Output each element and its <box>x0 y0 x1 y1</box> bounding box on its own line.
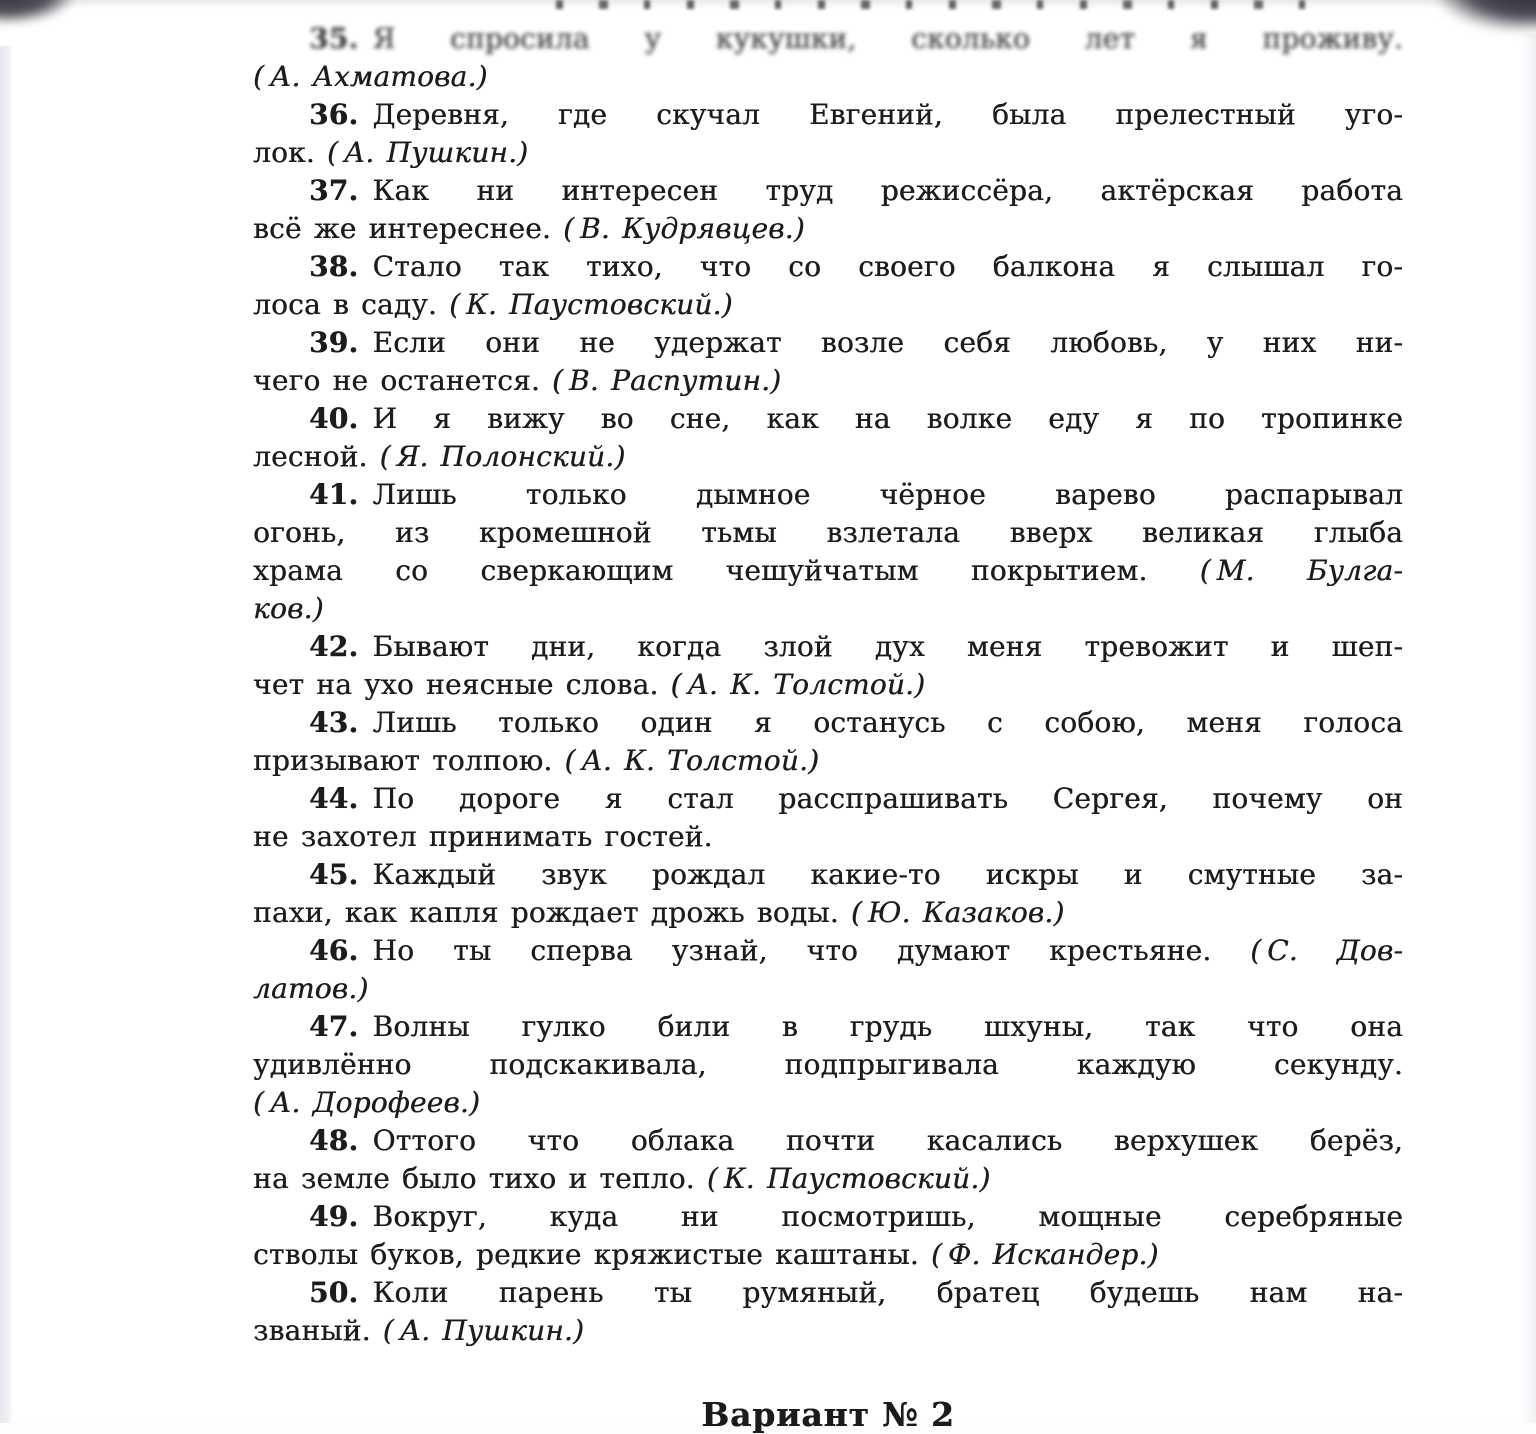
sentence-line <box>253 476 1403 514</box>
sentence-line <box>253 96 1403 134</box>
author-attribution: ( А. Дорофеев.) <box>253 1086 480 1119</box>
sentence-text: Я спросила у кукушки, сколько лет я проживу. <box>358 22 1403 55</box>
author-attribution: ( В. Распутин.) <box>552 364 781 397</box>
sentence-text: чет на ухо неясные слова. <box>253 668 671 701</box>
author-attribution: ( А. Пушкин.) <box>327 136 528 169</box>
sentence-item <box>253 172 1403 248</box>
sentence-item <box>253 704 1403 780</box>
sentence-number: 47. <box>309 1010 358 1043</box>
sentence-line <box>253 1274 1403 1312</box>
sentence-number: 39. <box>309 326 358 359</box>
sentence-item <box>253 324 1403 400</box>
variant-heading: Вариант № 2 <box>253 1395 1403 1434</box>
sentence-text: Лишь только один я останусь с собою, меня голоса <box>358 706 1403 739</box>
sentence-text: Как ни интересен труд режиссёра, актёрская работа <box>358 174 1403 207</box>
sentence-text: всё же интереснее. <box>253 212 563 245</box>
sentence-text: Оттого что облака почти касались верхушек берёз, <box>358 1124 1403 1157</box>
sentence-line <box>253 324 1403 362</box>
sentence-line <box>253 362 1403 400</box>
sentence-text: званый. <box>253 1314 383 1347</box>
author-attribution: ( Ю. Казаков.) <box>851 896 1065 929</box>
sentence-line <box>253 1008 1403 1046</box>
sentence-text: на земле было тихо и тепло. <box>253 1162 707 1195</box>
sentence-item <box>253 1122 1403 1198</box>
sentence-item <box>253 248 1403 324</box>
author-attribution: ков.) <box>253 592 324 625</box>
sentence-number: 49. <box>309 1200 358 1233</box>
sentence-line <box>253 742 1403 780</box>
sentence-line <box>253 134 1403 172</box>
sentence-line <box>253 628 1403 666</box>
author-attribution: ( С. Дов- <box>1250 934 1403 967</box>
sentence-item <box>253 1274 1403 1350</box>
author-attribution: ( К. Паустовский.) <box>707 1162 991 1195</box>
sentence-text: Волны гулко били в грудь шхуны, так что она <box>358 1010 1403 1043</box>
sentence-line <box>253 514 1403 552</box>
sentence-text: Деревня, где скучал Евгений, была прелестный уго- <box>358 98 1403 131</box>
sentence-line <box>253 894 1403 932</box>
sentence-line <box>253 1084 1403 1122</box>
sentence-line <box>253 780 1403 818</box>
sentence-text: Стало так тихо, что со своего балкона я слышал го- <box>358 250 1403 283</box>
sentence-line <box>253 590 1403 628</box>
sentence-text: огонь, из кромешной тьмы взлетала вверх великая глыба <box>253 516 1403 549</box>
sentence-text: лесной. <box>253 440 380 473</box>
sentence-line <box>253 20 1403 58</box>
author-attribution: ( В. Кудрявцев.) <box>563 212 805 245</box>
sentence-number: 37. <box>309 174 358 207</box>
sentence-item <box>253 932 1403 1008</box>
sentence-item <box>253 628 1403 704</box>
author-attribution: ( А. К. Толстой.) <box>564 744 819 777</box>
author-attribution: ( Ф. Искандер.) <box>931 1238 1159 1271</box>
sentence-number: 50. <box>309 1276 358 1309</box>
author-attribution: ( А. Пушкин.) <box>383 1314 584 1347</box>
author-attribution: ( А. Ахматова.) <box>253 60 488 93</box>
sentence-text: И я вижу во сне, как на волке еду я по тропинке <box>358 402 1403 435</box>
sentence-text: По дороге я стал расспрашивать Сергея, почему он <box>358 782 1403 815</box>
sentence-line <box>253 818 1403 856</box>
scan-smudge-top-left <box>0 0 76 24</box>
page-left-edge <box>0 46 13 1423</box>
sentence-line <box>253 172 1403 210</box>
cropped-text-remnant <box>556 0 1314 9</box>
sentence-number: 36. <box>309 98 358 131</box>
sentence-line <box>253 856 1403 894</box>
sentence-item <box>253 400 1403 476</box>
sentence-text: лок. <box>253 136 327 169</box>
author-attribution: ( Я. Полонский.) <box>380 440 626 473</box>
sentence-item <box>253 476 1403 628</box>
sentence-line <box>253 1160 1403 1198</box>
sentence-text: храма со сверкающим чешуйчатым покрытием. <box>253 554 1200 587</box>
sentence-text: Но ты сперва узнай, что думают крестьяне. <box>358 934 1250 967</box>
sentence-text: призывают толпою. <box>253 744 564 777</box>
scan-smudge-top-right <box>1438 0 1536 30</box>
sentence-line <box>253 1122 1403 1160</box>
sentence-item <box>253 1198 1403 1274</box>
sentence-text: Вокруг, куда ни посмотришь, мощные серебряные <box>358 1200 1403 1233</box>
sentence-line <box>253 1236 1403 1274</box>
sentence-number: 41. <box>309 478 358 511</box>
sentence-item <box>253 96 1403 172</box>
sentence-number: 45. <box>309 858 358 891</box>
sentence-line <box>253 248 1403 286</box>
sentence-number: 48. <box>309 1124 358 1157</box>
author-attribution: ( М. Булга- <box>1200 554 1403 587</box>
sentence-line <box>253 1312 1403 1350</box>
sentence-line <box>253 970 1403 1008</box>
author-attribution: латов.) <box>253 972 368 1005</box>
sentence-text: пахи, как капля рождает дрожь воды. <box>253 896 851 929</box>
sentence-text: Лишь только дымное чёрное варево распарывал <box>358 478 1403 511</box>
sentence-number: 35. <box>309 22 358 55</box>
sentence-text: Коли парень ты румяный, братец будешь нам на- <box>358 1276 1403 1309</box>
sentence-item <box>253 20 1403 96</box>
sentence-line <box>253 932 1403 970</box>
page-right-edge <box>1521 34 1536 1423</box>
sentence-line <box>253 704 1403 742</box>
sentence-line <box>253 400 1403 438</box>
sentence-text: Каждый звук рождал какие-то искры и смутные за- <box>358 858 1403 891</box>
sentence-text: лоса в саду. <box>253 288 449 321</box>
sentence-number: 44. <box>309 782 358 815</box>
sentence-text: Если они не удержат возле себя любовь, у них ни- <box>358 326 1403 359</box>
sentence-text: не захотел принимать гостей. <box>253 820 713 853</box>
sentence-line <box>253 666 1403 704</box>
sentence-line <box>253 58 1403 96</box>
exercise-sentence-list <box>253 20 1403 1350</box>
sentence-line <box>253 552 1403 590</box>
sentence-number: 40. <box>309 402 358 435</box>
sentence-text: удивлённо подскакивала, подпрыгивала каждую секунду. <box>253 1048 1403 1081</box>
sentence-line <box>253 286 1403 324</box>
sentence-number: 46. <box>309 934 358 967</box>
sentence-item <box>253 1008 1403 1122</box>
sentence-number: 43. <box>309 706 358 739</box>
sentence-line <box>253 438 1403 476</box>
sentence-line <box>253 1046 1403 1084</box>
sentence-line <box>253 1198 1403 1236</box>
sentence-text: Бывают дни, когда злой дух меня тревожит и шеп- <box>358 630 1403 663</box>
sentence-number: 38. <box>309 250 358 283</box>
sentence-text: чего не останется. <box>253 364 552 397</box>
author-attribution: ( А. К. Толстой.) <box>671 668 926 701</box>
sentence-text: стволы буков, редкие кряжистые каштаны. <box>253 1238 931 1271</box>
sentence-item <box>253 780 1403 856</box>
sentence-number: 42. <box>309 630 358 663</box>
author-attribution: ( К. Паустовский.) <box>449 288 733 321</box>
sentence-line <box>253 210 1403 248</box>
sentence-item <box>253 856 1403 932</box>
